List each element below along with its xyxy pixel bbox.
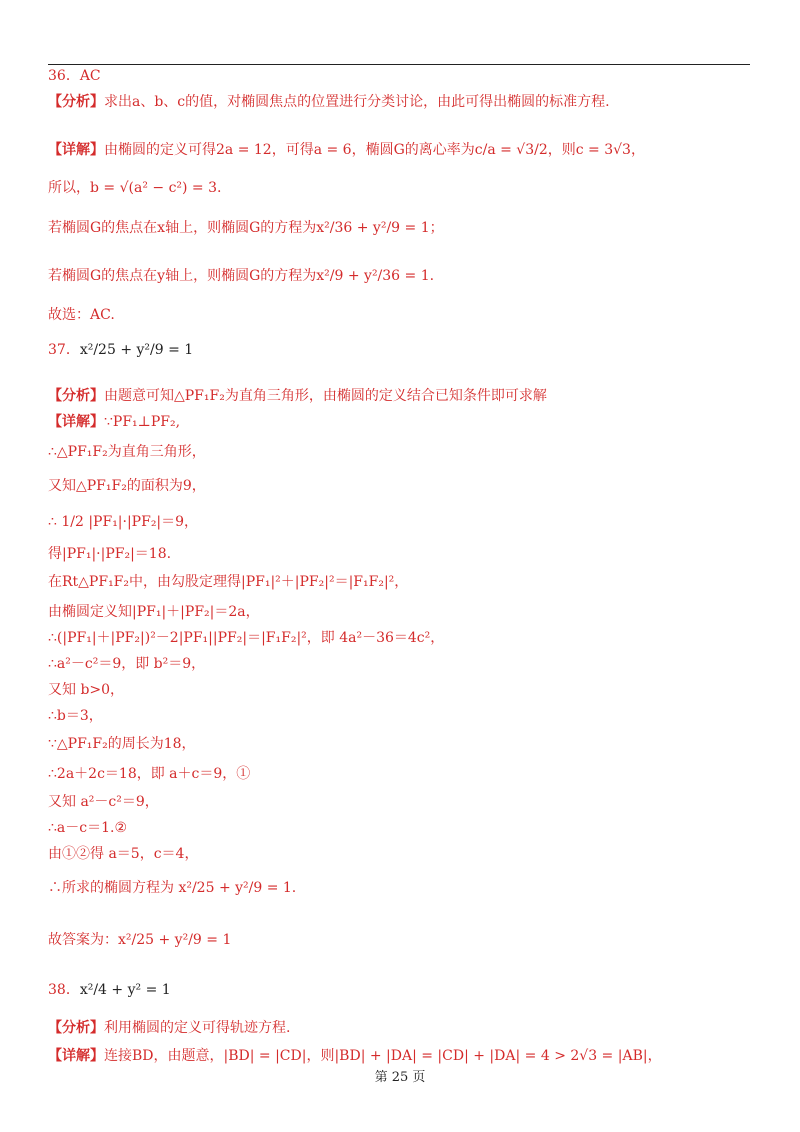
q36-detail-2: 所以，b = √(a² − c²) = 3. <box>48 180 222 196</box>
q37-line: ∴2a＋2c＝18，即 a＋c＝9，① <box>48 766 251 782</box>
q37-line: ∴a－c＝1.② <box>48 820 128 836</box>
q37-analysis: 【分析】由题意可知△PF₁F₂为直角三角形，由椭圆的定义结合已知条件即可求解 <box>48 388 547 404</box>
q37-line: ∵△PF₁F₂的周长为18， <box>48 736 196 752</box>
q37-line: ∴a²－c²＝9，即 b²＝9， <box>48 656 206 672</box>
q37-line: ∴(|PF₁|＋|PF₂|)²－2|PF₁||PF₂|＝|F₁F₂|²，即 4a²－36＝4c²， <box>48 630 445 646</box>
q37-line: 得|PF₁|·|PF₂|＝18. <box>48 546 172 562</box>
page-footer: 第 25 页 <box>374 1070 426 1085</box>
q36-detail-3: 若椭圆G的焦点在x轴上，则椭圆G的方程为x²/36 + y²/9 = 1； <box>48 220 444 236</box>
q36-detail-4: 若椭圆G的焦点在y轴上，则椭圆G的方程为x²/9 + y²/36 = 1. <box>48 268 435 284</box>
q36-analysis: 【分析】求出a、b、c的值，对椭圆焦点的位置进行分类讨论，由此可得出椭圆的标准方程. <box>48 94 610 110</box>
header-rule <box>48 64 750 65</box>
q36-detail-1: 【详解】由椭圆的定义可得2a = 12，可得a = 6，椭圆G的离心率为c/a = √3/2，则c = 3√3， <box>48 142 645 158</box>
q36-answer: 故选：AC. <box>48 307 115 323</box>
q36-number: 36．AC <box>48 68 101 84</box>
q37-detail-1: 【详解】∵PF₁⊥PF₂, <box>48 414 181 430</box>
q38-detail: 【详解】连接BD，由题意，|BD| = |CD|，则|BD| + |DA| = |CD| + |DA| = 4 > 2√3 = |AB|， <box>48 1048 662 1064</box>
q37-line: 由①②得 a＝5，c＝4， <box>48 846 199 862</box>
q37-line: 由椭圆定义知|PF₁|＋|PF₂|＝2a， <box>48 604 260 620</box>
q37-line: 在Rt△PF₁F₂中，由勾股定理得|PF₁|²＋|PF₂|²＝|F₁F₂|²， <box>48 574 409 590</box>
q37-line: ∴所求的椭圆方程为 x²/25 + y²/9 = 1. <box>48 880 297 896</box>
q37-line: ∴ 1/2 |PF₁|·|PF₂|＝9， <box>48 514 199 530</box>
q37-line: 又知 a²－c²＝9， <box>48 794 159 810</box>
q37-line: ∴b＝3， <box>48 708 103 724</box>
q38-analysis: 【分析】利用椭圆的定义可得轨迹方程. <box>48 1020 291 1036</box>
q37-line: 又知△PF₁F₂的面积为9， <box>48 478 206 494</box>
q37-line: 又知 b>0， <box>48 682 125 698</box>
q37-header: 37．x²/25 + y²/9 = 1 <box>48 342 194 358</box>
q38-header: 38．x²/4 + y² = 1 <box>48 982 171 998</box>
q37-line: ∴△PF₁F₂为直角三角形， <box>48 444 206 460</box>
q37-answer: 故答案为：x²/25 + y²/9 = 1 <box>48 932 232 948</box>
